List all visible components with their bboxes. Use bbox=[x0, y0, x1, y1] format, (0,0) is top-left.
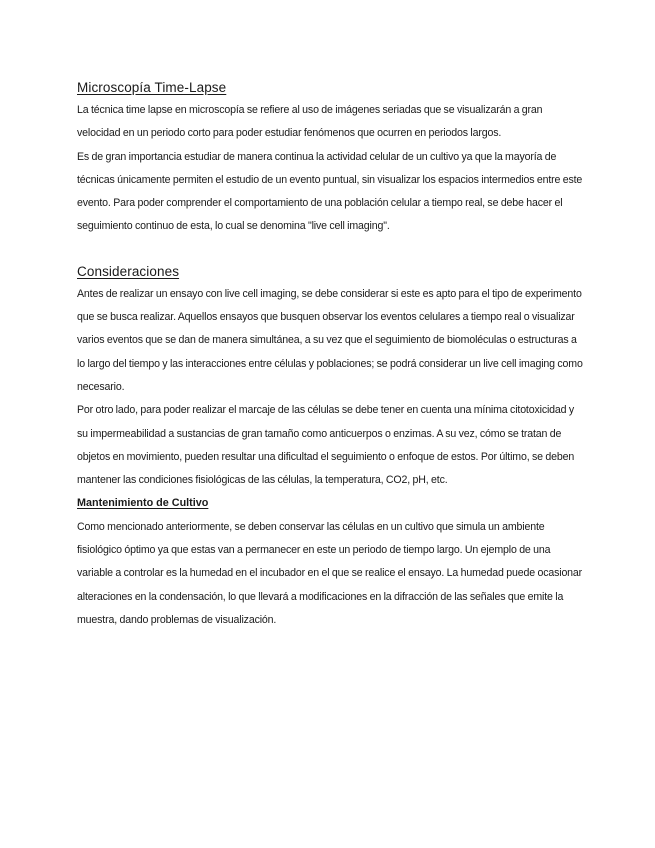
paragraph: Como mencionado anteriormente, se deben conservar las células en un cultivo que simula un ambiente fisiológico óptimo ya que estas van a permanecer en este un periodo de tiempo largo. Un ejemplo de una variable a controlar es la humedad en el incubador en el que se realice el ensayo. La humedad puede ocasionar alteraciones en la condensación, lo que llevará a modificaciones en la difracción de las señales que emite la muestra, dando problemas de visualización. bbox=[77, 520, 583, 626]
section-title-consideraciones: Consideraciones bbox=[77, 263, 180, 279]
document-page bbox=[77, 77, 583, 632]
paragraph: Por otro lado, para poder realizar el marcaje de las células se debe tener en cuenta una mínima citotoxicidad y su impermeabilidad a sustancias de gran tamaño como anticuerpos o enzimas. A su vez, cómo se tratan de objetos en movimiento, pueden resultar una dificultad el seguimiento o enfoque de estos. Por último, se deben mantener las condiciones fisiológicas de las células, la temperatura, CO2, pH, etc. bbox=[77, 404, 575, 487]
paragraph: Es de gran importancia estudiar de manera continua la actividad celular de un cultivo ya que la mayoría de técnicas únicamente permiten el estudio de un evento puntual, sin visualizar los espacios intermedios entre este evento. Para poder comprender el comportamiento de una población celular a tiempo real, se debe hacer el seguimiento continuo de esta, lo cual se denomina "live cell imaging". bbox=[77, 150, 583, 233]
section-spacer bbox=[77, 239, 583, 261]
subsection-title-mantenimiento: Mantenimiento de Cultivo bbox=[77, 497, 209, 510]
section-title-microscopia: Microscopía Time-Lapse bbox=[77, 80, 227, 95]
paragraph: La técnica time lapse en microscopía se refiere al uso de imágenes seriadas que se visualizarán a gran velocidad en un periodo corto para poder estudiar fenómenos que ocurren en periodos largos. bbox=[77, 104, 543, 140]
paragraph: Antes de realizar un ensayo con live cell imaging, se debe considerar si este es apto para el tipo de experimento que se busca realizar. Aquellos ensayos que busquen observar los eventos celulares a tiempo real o visualizar varios eventos que se dan de manera simultánea, a su vez que el seguimiento de biomoléculas o estructuras a lo largo del tiempo y las interacciones entre células y poblaciones; se podrá considerar un live cell imaging como necesario. bbox=[77, 287, 583, 393]
